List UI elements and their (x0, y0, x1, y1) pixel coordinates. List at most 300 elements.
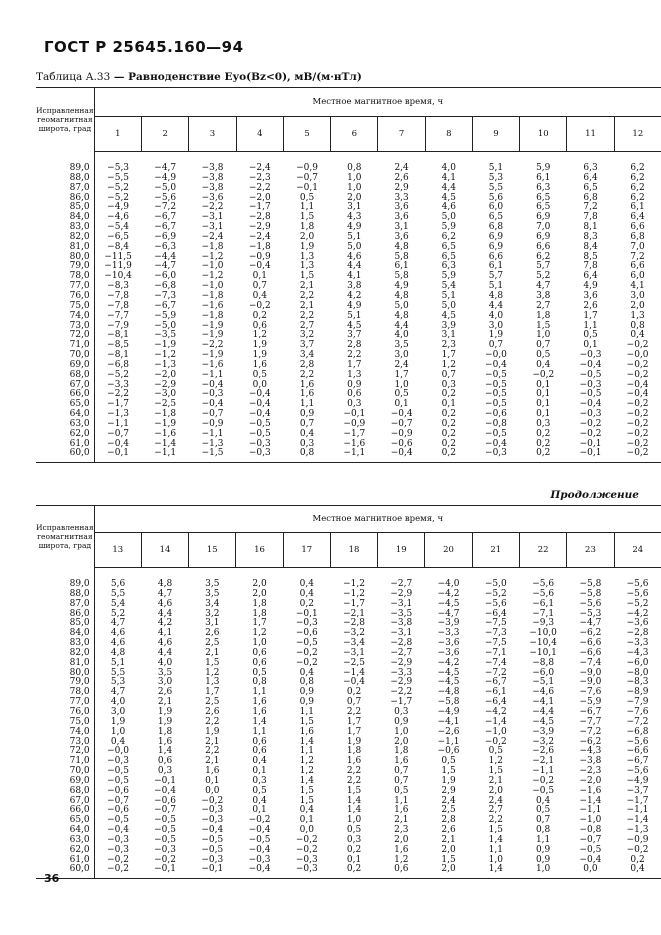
value-cell: −0,7 (154, 805, 176, 816)
value-cell: 6,5 (488, 212, 504, 223)
latitude-cell: 85,0 (36, 619, 94, 629)
value-cell: −7,8 (107, 300, 130, 311)
value-cell: 6,4 (583, 271, 598, 282)
value-cell: 6,9 (488, 231, 504, 242)
value-cell: 0,5 (252, 667, 267, 678)
latitude-cell: 66,0 (36, 390, 94, 400)
value-cell: −2,6 (532, 746, 555, 757)
value-cell: 6,9 (488, 241, 504, 252)
value-cell: −4,1 (437, 716, 460, 727)
value-cell: −0,7 (107, 428, 130, 439)
value-cell: 0,8 (630, 320, 645, 331)
value-cell: −0,5 (107, 815, 129, 826)
value-cell: 1,7 (441, 350, 456, 361)
value-cell: 6,3 (441, 261, 456, 272)
value-cell: 5,2 (536, 271, 551, 282)
value-cell: 0,4 (252, 756, 267, 767)
value-cell: 0,1 (441, 399, 456, 410)
latitude-cell: 67,0 (36, 797, 94, 807)
value-cell: −0,5 (154, 815, 176, 826)
value-cell: 0,2 (346, 844, 362, 855)
value-cell: 3,0 (157, 677, 173, 688)
value-cell: −7,5 (484, 618, 507, 629)
value-cell: −0,9 (343, 418, 366, 429)
value-cell: −0,4 (248, 399, 271, 410)
value-cell: −0,3 (248, 438, 271, 449)
value-cell: 2,8 (299, 359, 315, 370)
continuation-label: Продолжение (550, 489, 639, 501)
latitude-cell: 66,0 (36, 806, 94, 816)
value-cell: 2,8 (347, 340, 362, 351)
value-cell: 1,8 (536, 310, 551, 321)
value-cell: −0,4 (154, 785, 176, 796)
latitude-cell: 82,0 (36, 233, 94, 243)
value-cell: −1,4 (626, 815, 649, 826)
value-cell: 3,5 (394, 340, 409, 351)
hour-header: 22 (519, 533, 566, 568)
value-cell: 0,3 (252, 775, 267, 786)
value-cell: −0,3 (295, 618, 318, 629)
value-cell: 3,3 (394, 192, 409, 203)
value-cell: 0,5 (536, 350, 551, 361)
value-cell: −2,6 (437, 726, 460, 737)
value-cell: 0,3 (157, 766, 173, 777)
hour-header: 3 (189, 117, 236, 152)
value-cell: −4,9 (437, 706, 460, 717)
value-cell: 4,7 (157, 588, 173, 599)
value-cell: 0,1 (536, 389, 551, 400)
value-cell: 3,0 (110, 706, 126, 717)
value-cell: −1,1 (201, 428, 224, 439)
latitude-cell: 88,0 (36, 174, 94, 184)
value-cell: −6,1 (532, 598, 555, 609)
value-cell: 5,0 (394, 300, 409, 311)
value-cell: −0,5 (107, 775, 129, 786)
value-cell: 1,1 (299, 706, 314, 717)
value-cell: −1,7 (248, 202, 271, 213)
value-cell: −0,2 (248, 300, 271, 311)
value-cell: −0,5 (485, 389, 507, 400)
value-cell: −0,3 (201, 389, 224, 400)
hour-header: 8 (425, 117, 472, 152)
value-cell: −2,2 (201, 340, 224, 351)
latitude-cell: 80,0 (36, 253, 94, 263)
value-cell: −5,3 (107, 163, 130, 173)
value-cell: 5,0 (441, 212, 456, 223)
value-cell: 0,5 (299, 192, 315, 203)
value-cell: 1,8 (346, 746, 362, 757)
value-cell: −3,4 (343, 638, 365, 649)
value-cell: −5,1 (532, 677, 555, 688)
value-cell: 3,1 (394, 222, 409, 233)
value-cell: −2,0 (579, 775, 602, 786)
value-cell: −0,3 (154, 844, 176, 855)
value-cell: −7,1 (532, 608, 555, 619)
value-cell: −0,3 (248, 854, 271, 865)
value-cell: −1,7 (343, 428, 366, 439)
hour-header: 7 (378, 117, 425, 152)
latitude-cell: 86,0 (36, 610, 94, 620)
value-cell: 2,1 (205, 736, 220, 747)
value-cell: −0,5 (248, 428, 271, 439)
value-cell: 0,4 (252, 290, 267, 301)
value-cell: −1,7 (107, 399, 130, 410)
value-cell: 5,8 (394, 271, 409, 282)
value-cell: −2,3 (248, 172, 271, 183)
value-cell: −11,9 (104, 261, 132, 272)
value-cell: −3,6 (626, 618, 649, 629)
latitude-cell: 71,0 (36, 341, 94, 351)
value-cell: 0,2 (252, 310, 267, 321)
value-cell: 1,6 (299, 379, 315, 390)
value-cell: 1,1 (583, 320, 598, 331)
latitude-cell: 83,0 (36, 223, 94, 233)
value-cell: 4,0 (441, 163, 456, 173)
table-title: — Равноденствие Eуо(Bz<0), мВ/(м·нТл) (110, 71, 362, 83)
time-header: Местное магнитное время, ч (94, 506, 661, 533)
value-cell: −4,9 (107, 202, 130, 213)
value-cell: −0,6 (107, 785, 129, 796)
value-cell: −0,2 (107, 854, 129, 865)
value-cell: 8,3 (583, 231, 598, 242)
value-cell: −0,4 (248, 844, 271, 855)
value-cell: 1,5 (441, 854, 456, 865)
latitude-cell: 60,0 (36, 865, 94, 878)
value-cell: 0,7 (536, 340, 551, 351)
value-cell: 4,7 (536, 281, 551, 292)
page-number: 36 (44, 872, 60, 885)
value-cell: 0,2 (630, 854, 645, 865)
value-cell: −0,3 (107, 844, 129, 855)
value-cell: 4,4 (157, 608, 173, 619)
value-cell: 0,2 (441, 418, 456, 429)
value-cell: −3,8 (201, 172, 224, 183)
value-cell: −3,9 (437, 618, 460, 629)
value-cell: −1,0 (201, 281, 224, 292)
value-cell: 7,2 (583, 202, 598, 213)
value-cell: 5,5 (488, 182, 504, 193)
value-cell: −0,9 (201, 418, 224, 429)
value-cell: −8,9 (626, 687, 649, 698)
value-cell: 0,1 (394, 399, 409, 410)
value-cell: 0,0 (299, 825, 314, 836)
value-cell: −6,5 (107, 231, 130, 242)
value-cell: 1,9 (346, 736, 362, 747)
value-cell: −2,9 (390, 677, 413, 688)
value-cell: −4,5 (532, 716, 555, 727)
value-cell: −6,7 (154, 222, 177, 233)
value-cell: 0,1 (583, 340, 598, 351)
value-cell: −0,2 (626, 428, 649, 439)
value-cell: 1,3 (299, 261, 315, 272)
value-cell: −5,3 (579, 608, 602, 619)
value-cell: −0,5 (532, 785, 555, 796)
value-cell: 3,6 (394, 212, 409, 223)
value-cell: 2,1 (299, 300, 315, 311)
value-cell: −2,9 (390, 588, 413, 599)
value-cell: 2,2 (346, 706, 362, 717)
latitude-cell: 89,0 (36, 152, 94, 174)
latitude-cell: 76,0 (36, 708, 94, 718)
value-cell: 1,2 (252, 330, 267, 341)
value-cell: 1,2 (299, 766, 314, 777)
value-cell: 6,8 (488, 222, 504, 233)
value-cell: −6,6 (579, 638, 602, 649)
value-cell: −4,5 (437, 677, 460, 688)
value-cell: −3,0 (154, 389, 177, 400)
value-cell: −0,7 (390, 418, 413, 429)
value-cell: −1,1 (532, 766, 555, 777)
value-cell: 1,9 (441, 775, 456, 786)
value-cell: 2,4 (488, 795, 503, 806)
hour-header: 20 (425, 533, 472, 568)
value-cell: −1,2 (154, 350, 177, 361)
value-cell: 0,6 (252, 736, 267, 747)
value-cell: 2,2 (488, 815, 503, 826)
value-cell: 1,0 (347, 182, 362, 193)
value-cell: −0,5 (485, 379, 507, 390)
value-cell: 0,4 (110, 736, 126, 747)
value-cell: 5,6 (110, 579, 126, 589)
value-cell: −5,6 (626, 736, 649, 747)
value-cell: −0,9 (390, 428, 413, 439)
value-cell: 0,2 (441, 438, 456, 449)
value-cell: −1,8 (201, 290, 224, 301)
latitude-cell: 69,0 (36, 361, 94, 371)
lat-header: Исправленная геомагнитная широта, град (36, 506, 94, 568)
value-cell: 2,3 (394, 825, 409, 836)
value-cell: −0,7 (107, 795, 129, 806)
value-cell: −5,4 (107, 222, 130, 233)
value-cell: 6,5 (441, 241, 456, 252)
table-label: Таблица А.33 (36, 71, 111, 83)
hour-header: 9 (472, 117, 519, 152)
value-cell: −1,6 (201, 300, 224, 311)
value-cell: −2,2 (201, 202, 224, 213)
table-row (36, 568, 661, 590)
value-cell: −8,5 (107, 340, 130, 351)
latitude-cell: 73,0 (36, 322, 94, 332)
value-cell: 2,2 (346, 775, 362, 786)
value-cell: 5,0 (441, 300, 456, 311)
value-cell: 0,2 (346, 864, 362, 875)
value-cell: −8,8 (532, 657, 555, 668)
value-cell: −0,0 (626, 350, 649, 361)
value-cell: −7,7 (107, 310, 130, 321)
value-cell: −5,9 (579, 697, 602, 708)
value-cell: −5,8 (579, 579, 602, 589)
value-cell: 1,6 (252, 706, 267, 717)
value-cell: −2,2 (248, 182, 271, 193)
value-cell: 1,6 (299, 389, 315, 400)
value-cell: −1,4 (343, 667, 365, 678)
value-cell: 6,9 (536, 231, 551, 242)
value-cell: 0,7 (535, 815, 551, 826)
value-cell: −0,3 (485, 448, 507, 459)
value-cell: −5,0 (154, 182, 177, 193)
hour-header: 15 (189, 533, 236, 568)
table-row (36, 865, 661, 878)
value-cell: −0,3 (295, 854, 318, 865)
value-cell: 0,3 (536, 418, 551, 429)
value-cell: −5,6 (579, 598, 602, 609)
value-cell: 1,1 (488, 844, 503, 855)
value-cell: 6,8 (630, 231, 645, 242)
value-cell: 1,1 (252, 687, 267, 698)
value-cell: −0,1 (201, 864, 224, 875)
value-cell: −1,1 (154, 448, 177, 459)
value-cell: 4,6 (110, 638, 126, 649)
value-cell: 5,3 (488, 172, 504, 183)
value-cell: 1,6 (299, 726, 314, 737)
value-cell: 1,9 (110, 716, 126, 727)
value-cell: −0,2 (532, 775, 555, 786)
value-cell: −3,8 (390, 618, 413, 629)
value-cell: 6,1 (630, 202, 645, 213)
value-cell: 1,8 (394, 746, 409, 757)
value-cell: −1,1 (201, 369, 224, 380)
value-cell: −0,7 (201, 409, 224, 420)
value-cell: 1,5 (299, 212, 315, 223)
value-cell: 4,5 (347, 320, 362, 331)
value-cell: −1,9 (201, 350, 224, 361)
value-cell: 6,1 (488, 261, 504, 272)
value-cell: −0,6 (154, 795, 176, 806)
value-cell: −1,8 (154, 409, 177, 420)
value-cell: −2,9 (390, 657, 413, 668)
value-cell: 5,5 (110, 588, 126, 599)
value-cell: −5,0 (154, 320, 177, 331)
value-cell: 3,0 (394, 350, 409, 361)
value-cell: 1,9 (488, 330, 504, 341)
value-cell: 1,3 (630, 310, 645, 321)
value-cell: 1,0 (110, 726, 126, 737)
value-cell: 0,7 (488, 340, 504, 351)
value-cell: −1,1 (343, 448, 366, 459)
value-cell: −3,2 (343, 628, 365, 639)
value-cell: 0,6 (347, 389, 362, 400)
value-cell: −0,5 (201, 834, 224, 845)
value-cell: −4,0 (437, 579, 460, 589)
value-cell: −1,4 (579, 795, 602, 806)
value-cell: −4,5 (437, 598, 460, 609)
value-cell: 1,6 (252, 359, 267, 370)
value-cell: 2,6 (583, 300, 598, 311)
latitude-cell: 83,0 (36, 639, 94, 649)
latitude-cell: 89,0 (36, 568, 94, 590)
value-cell: −3,5 (390, 608, 413, 619)
value-cell: −1,2 (343, 579, 365, 589)
value-cell: 3,6 (394, 202, 409, 213)
value-cell: 4,0 (488, 310, 504, 321)
value-cell: −0,2 (626, 418, 649, 429)
value-cell: −5,2 (107, 369, 130, 380)
value-cell: −0,3 (295, 864, 318, 875)
value-cell: −1,4 (484, 716, 507, 727)
value-cell: −3,8 (201, 163, 224, 173)
value-cell: 6,8 (583, 192, 598, 203)
latitude-cell: 79,0 (36, 678, 94, 688)
value-cell: −2,8 (390, 638, 413, 649)
value-cell: 6,2 (536, 251, 551, 262)
value-cell: 4,3 (347, 212, 362, 223)
value-cell: 2,2 (346, 766, 362, 777)
value-cell: −0,2 (154, 854, 176, 865)
value-cell: 3,7 (347, 330, 362, 341)
value-cell: −0,3 (201, 815, 224, 826)
latitude-cell: 73,0 (36, 738, 94, 748)
value-cell: −0,4 (201, 825, 224, 836)
value-cell: 0,4 (299, 805, 314, 816)
value-cell: −1,6 (343, 438, 366, 449)
value-cell: 4,0 (394, 330, 409, 341)
value-cell: 0,0 (205, 785, 220, 796)
value-cell: 0,5 (583, 330, 598, 341)
value-cell: 7,0 (630, 241, 645, 252)
table-1-body (36, 152, 661, 463)
value-cell: −3,6 (437, 647, 460, 658)
value-cell: −5,2 (626, 598, 649, 609)
value-cell: −2,4 (248, 163, 271, 173)
value-cell: −10,1 (529, 647, 557, 658)
value-cell: −0,4 (248, 389, 271, 400)
value-cell: −2,5 (154, 399, 177, 410)
value-cell: 1,4 (346, 805, 362, 816)
value-cell: −0,2 (626, 409, 649, 420)
value-cell: 2,7 (299, 320, 315, 331)
value-cell: 0,6 (252, 746, 267, 757)
value-cell: −4,8 (437, 687, 460, 698)
value-cell: 2,4 (394, 359, 409, 370)
value-cell: 0,2 (536, 428, 551, 439)
value-cell: 4,8 (157, 579, 173, 589)
value-cell: −0,2 (295, 844, 318, 855)
value-cell: 1,2 (394, 854, 409, 865)
value-cell: 3,9 (441, 320, 456, 331)
value-cell: 0,4 (299, 588, 314, 599)
value-cell: 0,2 (346, 687, 362, 698)
value-cell: 1,5 (205, 657, 220, 668)
value-cell: 0,0 (252, 379, 267, 390)
value-cell: 4,9 (394, 281, 409, 292)
value-cell: 1,2 (299, 756, 314, 767)
value-cell: 1,1 (299, 202, 315, 213)
value-cell: −8,4 (107, 241, 130, 252)
value-cell: 6,2 (441, 231, 456, 242)
value-cell: −0,0 (485, 350, 507, 361)
value-cell: 0,5 (535, 805, 551, 816)
latitude-cell: 78,0 (36, 272, 94, 282)
value-cell: −1,6 (579, 785, 602, 796)
value-cell: 4,5 (441, 310, 456, 321)
value-cell: 1,1 (535, 834, 551, 845)
value-cell: −3,8 (201, 182, 224, 193)
value-cell: −4,5 (437, 667, 460, 678)
value-cell: 1,4 (346, 795, 362, 806)
value-cell: 1,7 (346, 716, 362, 727)
value-cell: −0,4 (201, 399, 224, 410)
value-cell: −0,5 (248, 834, 271, 845)
value-cell: −7,1 (484, 647, 507, 658)
value-cell: 6,5 (441, 251, 456, 262)
value-cell: −2,2 (390, 687, 413, 698)
value-cell: 0,4 (630, 330, 645, 341)
latitude-cell: 71,0 (36, 757, 94, 767)
value-cell: −0,2 (532, 369, 555, 380)
value-cell: 2,1 (299, 281, 315, 292)
value-cell: −2,7 (390, 647, 413, 658)
value-cell: −0,6 (390, 438, 413, 449)
